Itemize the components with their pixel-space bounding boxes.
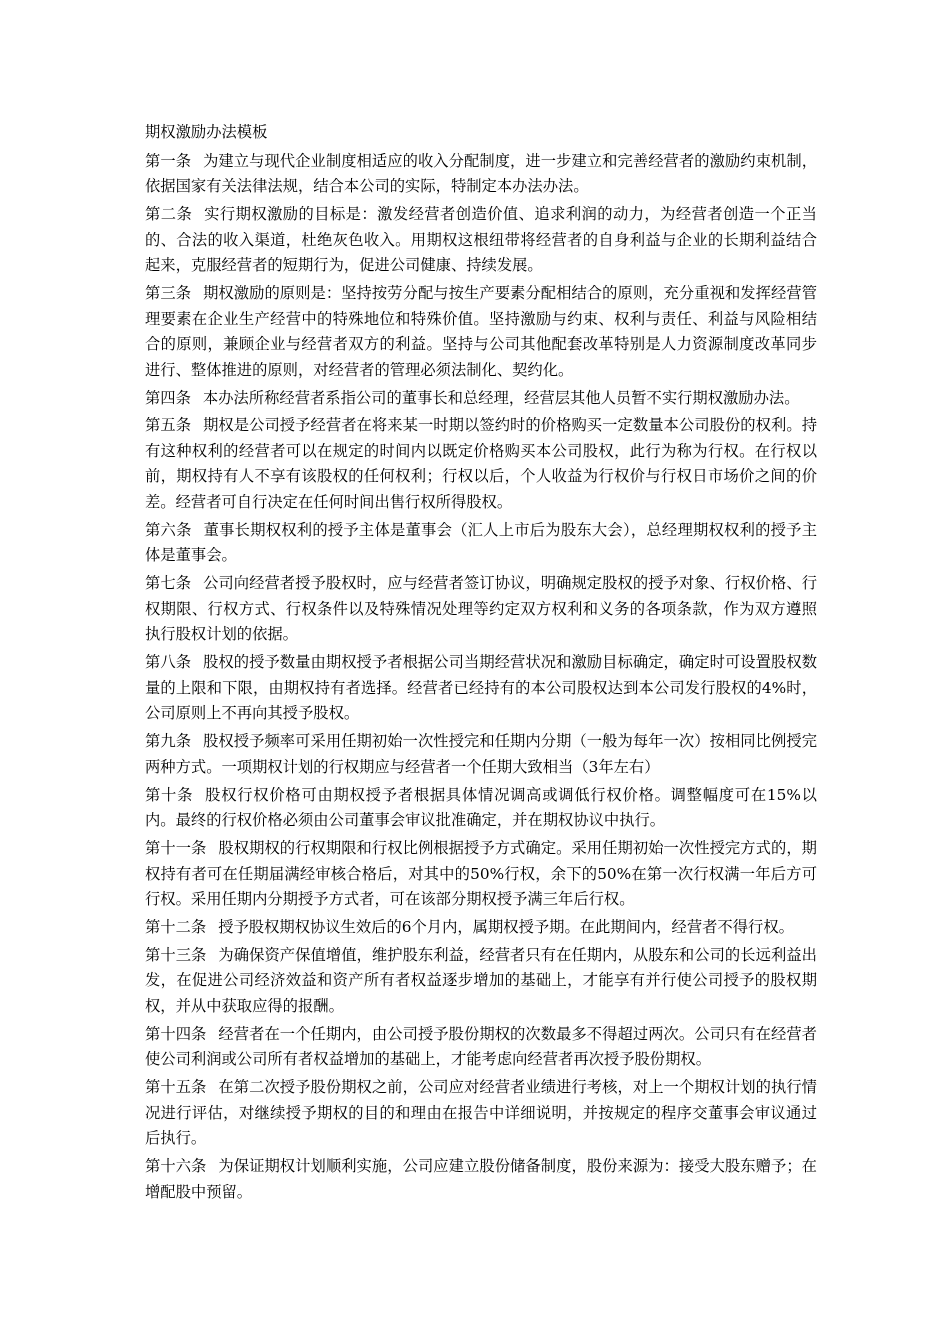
article-text: 为建立与现代企业制度相适应的收入分配制度，进一步建立和完善经营者的激励约束机制，依据国家有关法律法规，结合本公司的实际，特制定本办法办法。 (145, 151, 817, 196)
article-number: 第一条 (145, 151, 192, 170)
article-text: 为保证期权计划顺利实施，公司应建立股份储备制度，股份来源为：接受大股东赠予；在增配股中预留。 (145, 1156, 817, 1201)
article-paragraph (145, 518, 817, 569)
article-text: 股权行权价格可由期权授予者根据具体情况调高或调低行权价格。调整幅度可在15%以内。最终的行权价格必须由公司董事会审议批准确定，并在期权协议中执行。 (145, 785, 817, 830)
article-paragraph (145, 281, 817, 383)
article-number: 第六条 (145, 520, 192, 539)
article-text: 期权是公司授予经营者在将来某一时期以签约时的价格购买一定数量本公司股份的权利。持有这种权利的经营者可以在规定的时间内以既定价格购买本公司股权，此行为称为行权。在行权以前，期权持有人不享有该股权的任何权利；行权以后，个人收益为行权价与行权日市场价之间的价差。经营者可自行决定在任何时间出售行权所得股权。 (145, 416, 817, 512)
article-number: 第七条 (145, 574, 192, 593)
document-title: 期权激励办法模板 (145, 123, 268, 141)
article-paragraph (145, 386, 817, 412)
article-text: 授予股权期权协议生效后的6个月内，属期权授予期。在此期间内，经营者不得行权。 (218, 917, 794, 936)
article-paragraph (145, 1022, 817, 1073)
article-text: 为确保资产保值增值，维护股东利益，经营者只有在任期内，从股东和公司的长远利益出发，在促进公司经济效益和资产所有者权益逐步增加的基础上，才能享有并行使公司授予的股权期权，并从中获取应得的报酬。 (145, 945, 817, 1015)
article-number: 第二条 (145, 204, 193, 223)
article-paragraph (145, 149, 817, 200)
article-number: 第五条 (145, 416, 192, 435)
article-text: 经营者在一个任期内，由公司授予股份期权的次数最多不得超过两次。公司只有在经营者使公司利润或公司所有者权益增加的基础上，才能考虑向经营者再次授予股份期权。 (145, 1024, 817, 1069)
article-number: 第十一条 (145, 838, 207, 857)
article-paragraph (145, 1154, 817, 1205)
article-number: 第八条 (145, 653, 192, 672)
article-number: 第十条 (145, 785, 194, 804)
article-text: 股权期权的行权期限和行权比例根据授予方式确定。采用任期初始一次性授完方式的，期权持有者可在任期届满经审核合格后，对其中的50%行权，余下的50%在第一次行权满一年后方可行权。采用任期内分期授予方式者，可在该部分期权授予满三年后行权。 (145, 838, 817, 909)
article-text: 期权激励的原则是：坚持按劳分配与按生产要素分配相结合的原则，充分重视和发挥经营管理要素在企业生产经营中的特殊地位和特殊价值。坚持激励与约束、权利与责任、利益与风险相结合的原则，兼顾企业与经营者双方的利益。坚持与公司其他配套改革特别是人力资源制度改革同步进行、整体推进的原则，对经营者的管理必须法制化、契约化。 (145, 283, 817, 379)
article-number: 第三条 (145, 283, 192, 302)
article-paragraph (145, 413, 817, 515)
article-paragraph (145, 571, 817, 648)
article-number: 第十二条 (145, 917, 207, 936)
article-number: 第四条 (145, 388, 191, 407)
article-paragraph (145, 650, 817, 727)
article-paragraph (145, 783, 817, 834)
article-text: 股权的授予数量由期权授予者根据公司当期经营状况和激励目标确定，确定时可设置股权数量的上限和下限，由期权持有者选择。经营者已经持有的本公司股权达到本公司发行股权的4%时，公司原则上不再向其授予股权。 (145, 653, 817, 723)
document-page (145, 120, 817, 1207)
article-text: 董事长期权权利的授予主体是董事会（汇人上市后为股东大会），总经理期权权利的授予主体是董事会。 (145, 520, 817, 565)
article-number: 第十六条 (145, 1156, 207, 1175)
article-paragraph (145, 943, 817, 1020)
article-paragraph (145, 1075, 817, 1152)
article-text: 股权授予频率可采用任期初始一次性授完和任期内分期（一般为每年一次）按相同比例授完两种方式。一项期权计划的行权期应与经营者一个任期大致相当（3年左右） (145, 732, 817, 776)
article-text: 在第二次授予股份期权之前，公司应对经营者业绩进行考核，对上一个期权计划的执行情况进行评估，对继续授予期权的目的和理由在报告中详细说明，并按规定的程序交董事会审议通过后执行。 (145, 1078, 817, 1148)
article-paragraph (145, 836, 817, 913)
article-paragraph (145, 915, 817, 941)
article-number: 第九条 (145, 732, 192, 751)
article-text: 本办法所称经营者系指公司的董事长和总经理，经营层其他人员暂不实行期权激励办法。 (202, 388, 800, 407)
article-text: 公司向经营者授予股权时，应与经营者签订协议，明确规定股权的授予对象、行权价格、行权期限、行权方式、行权条件以及特殊情况处理等约定双方权利和义务的各项条款，作为双方遵照执行股权计划的依据。 (145, 574, 817, 644)
article-number: 第十五条 (145, 1078, 207, 1096)
article-number: 第十三条 (145, 945, 207, 964)
article-list (145, 149, 817, 1206)
article-paragraph (145, 729, 817, 780)
article-paragraph (145, 202, 817, 279)
article-number: 第十四条 (145, 1024, 207, 1043)
article-text: 实行期权激励的目标是：激发经营者创造价值、追求利润的动力，为经营者创造一个正当的、合法的收入渠道，杜绝灰色收入。用期权这根纽带将经营者的自身利益与企业的长期利益结合起来，克服经营者的短期行为，促进公司健康、持续发展。 (145, 204, 817, 275)
